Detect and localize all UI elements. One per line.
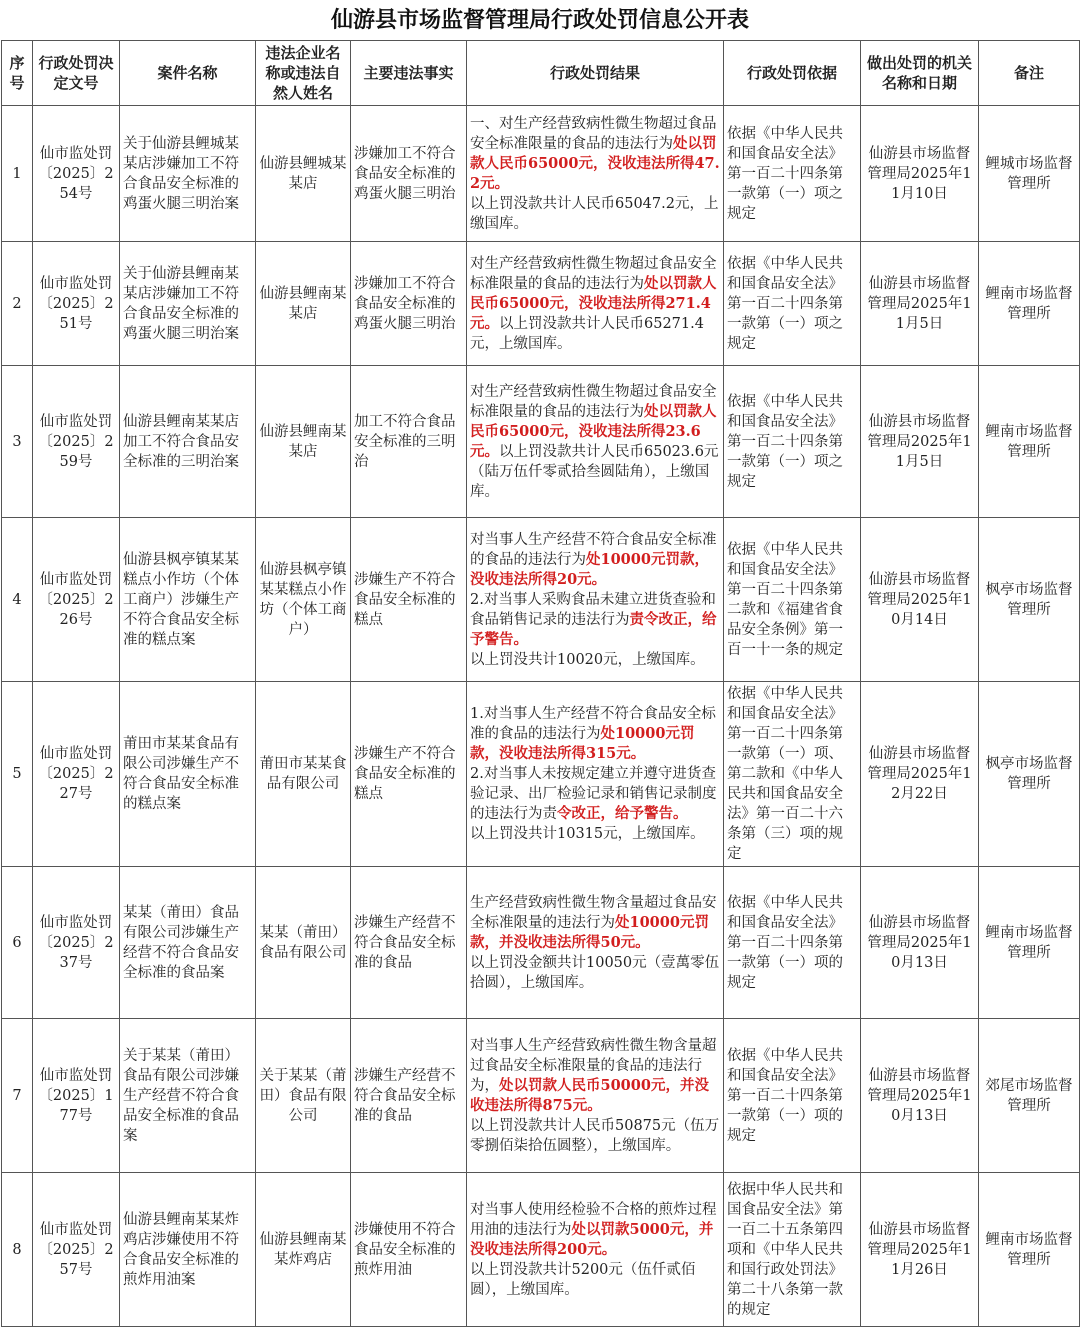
cell-note: 鲤南市场监督管理所 [979, 1173, 1080, 1327]
cell-authority: 仙游县市场监督管理局2025年12月22日 [861, 682, 979, 867]
result-total: 以上罚没款共计人民币50875元（伍万零捌佰柒拾伍圆整），上缴国库。 [470, 1117, 720, 1154]
result-penalty: 处以罚款人民币65000元，没收违法所得271.4元。 [470, 274, 717, 332]
cell-party: 关于某某（莆田）食品有限公司 [256, 1019, 351, 1173]
cell-result [467, 518, 724, 682]
page-title: 仙游县市场监督管理局行政处罚信息公开表 [330, 7, 749, 33]
result-penalty: 处以罚款5000元，并没收违法所得200元。 [470, 1220, 714, 1258]
cell-facts: 涉嫌生产经营不符合食品安全标准的食品 [351, 1019, 467, 1173]
cell-basis: 依据《中华人民共和国食品安全法》第一百二十四条第一款第（一）项之规定 [724, 242, 861, 366]
cell-case-name: 仙游县枫亭镇某某糕点小作坊（个体工商户）涉嫌生产不符合食品安全标准的糕点案 [120, 518, 256, 682]
cell-authority: 仙游县市场监督管理局2025年11月5日 [861, 366, 979, 518]
cell-doc-number: 仙市监处罚〔2025〕177号 [33, 1019, 120, 1173]
cell-result [467, 366, 724, 518]
cell-doc-number: 仙市监处罚〔2025〕226号 [33, 518, 120, 682]
header-case-name: 案件名称 [120, 41, 256, 106]
cell-note: 鲤南市场监督管理所 [979, 867, 1080, 1019]
cell-facts: 涉嫌加工不符合食品安全标准的鸡蛋火腿三明治 [351, 242, 467, 366]
cell-party: 莆田市某某食品有限公司 [256, 682, 351, 867]
cell-case-name: 关于某某（莆田）食品有限公司涉嫌生产经营不符合食品安全标准的食品案 [120, 1019, 256, 1173]
cell-party: 仙游县鲤南某某炸鸡店 [256, 1173, 351, 1327]
table-row [2, 366, 1080, 518]
result-text: 1.对当事人生产经营不符合食品安全标准的食品的违法行为 [470, 706, 716, 742]
table-row [2, 1019, 1080, 1173]
cell-note: 郊尾市场监督管理所 [979, 1019, 1080, 1173]
result-text-2: 2.对当事人采购食品未建立进货查验和食品销售记录的违法行为 [470, 591, 716, 628]
cell-case-name: 某某（莆田）食品有限公司涉嫌生产经营不符合食品安全标准的食品案 [120, 867, 256, 1019]
cell-party: 仙游县枫亭镇某某糕点小作坊（个体工商户） [256, 518, 351, 682]
cell-no: 7 [2, 1019, 33, 1173]
cell-result [467, 106, 724, 242]
penalty-table [1, 40, 1080, 1327]
cell-case-name: 仙游县鲤南某某炸鸡店涉嫌使用不符合食品安全标准的煎炸用油案 [120, 1173, 256, 1327]
cell-basis: 依据《中华人民共和国食品安全法》第一百二十四条第二款和《福建省食品安全条例》第一百一十一条的规定 [724, 518, 861, 682]
cell-party: 仙游县鲤南某某店 [256, 242, 351, 366]
cell-doc-number: 仙市监处罚〔2025〕257号 [33, 1173, 120, 1327]
cell-case-name: 关于仙游县鲤城某某店涉嫌加工不符合食品安全标准的鸡蛋火腿三明治案 [120, 106, 256, 242]
cell-doc-number: 仙市监处罚〔2025〕254号 [33, 106, 120, 242]
cell-case-name: 关于仙游县鲤南某某店涉嫌加工不符合食品安全标准的鸡蛋火腿三明治案 [120, 242, 256, 366]
table-row [2, 682, 1080, 867]
cell-no: 2 [2, 242, 33, 366]
cell-party: 仙游县鲤南某某店 [256, 366, 351, 518]
result-warning: 令改正，给予警告。 [557, 805, 688, 822]
cell-doc-number: 仙市监处罚〔2025〕259号 [33, 366, 120, 518]
result-total: 以上罚没共计10020元，上缴国库。 [470, 651, 705, 668]
result-total: 以上罚没款共计5200元（伍仟贰佰圆），上缴国库。 [470, 1261, 696, 1298]
cell-authority: 仙游县市场监督管理局2025年11月5日 [861, 242, 979, 366]
cell-result [467, 1019, 724, 1173]
cell-doc-number: 仙市监处罚〔2025〕237号 [33, 867, 120, 1019]
header-note: 备注 [979, 41, 1080, 106]
cell-result [467, 867, 724, 1019]
result-text: 对当事人生产经营不符合食品安全标准的食品的违法行为 [470, 531, 717, 568]
table-row [2, 867, 1080, 1019]
cell-basis: 依据《中华人民共和国食品安全法》第一百二十四条第一款第（一）项之规定 [724, 366, 861, 518]
result-penalty: 处10000元罚款，并没收违法所得50元。 [470, 913, 709, 951]
cell-note: 鲤南市场监督管理所 [979, 242, 1080, 366]
header-facts: 主要违法事实 [351, 41, 467, 106]
table-row [2, 106, 1080, 242]
result-total: 以上罚没款共计人民币65047.2元，上缴国库。 [470, 195, 719, 232]
cell-case-name: 莆田市某某食品有限公司涉嫌生产不符合食品安全标准的糕点案 [120, 682, 256, 867]
result-text: 对生产经营致病性微生物超过食品安全标准限量的食品的违法行为 [470, 255, 717, 292]
result-text: 对生产经营致病性微生物超过食品安全标准限量的食品的违法行为 [470, 383, 717, 420]
cell-result [467, 242, 724, 366]
cell-no: 1 [2, 106, 33, 242]
header-authority: 做出处罚的机关名称和日期 [861, 41, 979, 106]
table-row [2, 242, 1080, 366]
header-no: 序号 [2, 41, 33, 106]
cell-authority: 仙游县市场监督管理局2025年10月14日 [861, 518, 979, 682]
header-basis: 行政处罚依据 [724, 41, 861, 106]
cell-result [467, 682, 724, 867]
result-warning: 责令改正，给予警告。 [470, 610, 717, 648]
cell-note: 鲤南市场监督管理所 [979, 366, 1080, 518]
result-penalty: 处10000元罚款，没收违法所得20元。 [470, 550, 709, 588]
cell-note: 枫亭市场监督管理所 [979, 682, 1080, 867]
cell-authority: 仙游县市场监督管理局2025年10月13日 [861, 1019, 979, 1173]
result-text: 对当事人生产经营致病性微生物含量超过食品安全标准限量的食品的违法行为， [470, 1037, 717, 1094]
table-header-row [2, 41, 1080, 106]
cell-no: 8 [2, 1173, 33, 1327]
cell-note: 鲤城市场监督管理所 [979, 106, 1080, 242]
cell-note: 枫亭市场监督管理所 [979, 518, 1080, 682]
cell-authority: 仙游县市场监督管理局2025年11月10日 [861, 106, 979, 242]
cell-facts: 涉嫌加工不符合食品安全标准的鸡蛋火腿三明治 [351, 106, 467, 242]
cell-doc-number: 仙市监处罚〔2025〕251号 [33, 242, 120, 366]
result-penalty: 处以罚款人民币65000元，没收违法所得23.6元。 [470, 402, 717, 460]
cell-party: 仙游县鲤城某某店 [256, 106, 351, 242]
cell-no: 4 [2, 518, 33, 682]
result-penalty: 处以罚款人民币65000元，没收违法所得47.2元。 [470, 134, 720, 192]
cell-no: 6 [2, 867, 33, 1019]
result-text: 对当事人使用经检验不合格的煎炸过程用油的违法行为 [470, 1201, 717, 1238]
result-total: 以上罚没金额共计10050元（壹萬零伍拾圆），上缴国库。 [470, 954, 720, 991]
cell-case-name: 仙游县鲤南某某店加工不符合食品安全标准的三明治案 [120, 366, 256, 518]
cell-doc-number: 仙市监处罚〔2025〕227号 [33, 682, 120, 867]
table-row [2, 1173, 1080, 1327]
result-total: 以上罚没款共计人民币65271.4元，上缴国库。 [470, 315, 704, 352]
cell-no: 5 [2, 682, 33, 867]
cell-authority: 仙游县市场监督管理局2025年10月13日 [861, 867, 979, 1019]
cell-result [467, 1173, 724, 1327]
result-penalty: 处以罚款人民币50000元，并没收违法所得875元。 [470, 1076, 709, 1114]
result-text-2: 2.对当事人未按规定建立并遵守进货查验记录、出厂检验记录和销售记录制度的违法行为责 [470, 766, 717, 822]
header-result: 行政处罚结果 [467, 41, 724, 106]
cell-facts: 涉嫌使用不符合食品安全标准的煎炸用油 [351, 1173, 467, 1327]
result-penalty: 处10000元罚款，没收违法所得315元。 [470, 725, 695, 762]
cell-facts: 涉嫌生产不符合食品安全标准的糕点 [351, 682, 467, 867]
result-text: 一、对生产经营致病性微生物超过食品安全标准限量的食品的违法行为 [470, 115, 717, 152]
cell-facts: 涉嫌生产经营不符合食品安全标准的食品 [351, 867, 467, 1019]
cell-no: 3 [2, 366, 33, 518]
cell-party: 某某（莆田）食品有限公司 [256, 867, 351, 1019]
cell-basis: 依据《中华人民共和国食品安全法》第一百二十四条第一款第（一）项的规定 [724, 867, 861, 1019]
cell-basis: 依据中华人民共和国食品安全法》第一百二十五条第四项和《中华人民共和国行政处罚法》第二十八条第一款的规定 [724, 1173, 861, 1327]
cell-basis: 依据《中华人民共和国食品安全法》第一百二十四条第一款第（一）项、第二款和《中华人民共和国食品安全法》第一百二十六条第（三）项的规定 [724, 682, 861, 867]
header-party: 违法企业名称或违法自然人姓名 [256, 41, 351, 106]
cell-authority: 仙游县市场监督管理局2025年11月26日 [861, 1173, 979, 1327]
result-total: 以上罚没共计10315元，上缴国库。 [470, 826, 705, 842]
cell-facts: 涉嫌生产不符合食品安全标准的糕点 [351, 518, 467, 682]
cell-facts: 加工不符合食品安全标准的三明治 [351, 366, 467, 518]
table-row [2, 518, 1080, 682]
header-doc-number: 行政处罚决定文号 [33, 41, 120, 106]
cell-basis: 依据《中华人民共和国食品安全法》第一百二十四条第一款第（一）项之规定 [724, 106, 861, 242]
result-text: 生产经营致病性微生物含量超过食品安全标准限量的违法行为 [470, 894, 717, 931]
result-total: 以上罚没款共计人民币65023.6元（陆万伍仟零贰拾叁圆陆角），上缴国库。 [470, 443, 719, 500]
cell-basis: 依据《中华人民共和国食品安全法》第一百二十四条第一款第（一）项的规定 [724, 1019, 861, 1173]
